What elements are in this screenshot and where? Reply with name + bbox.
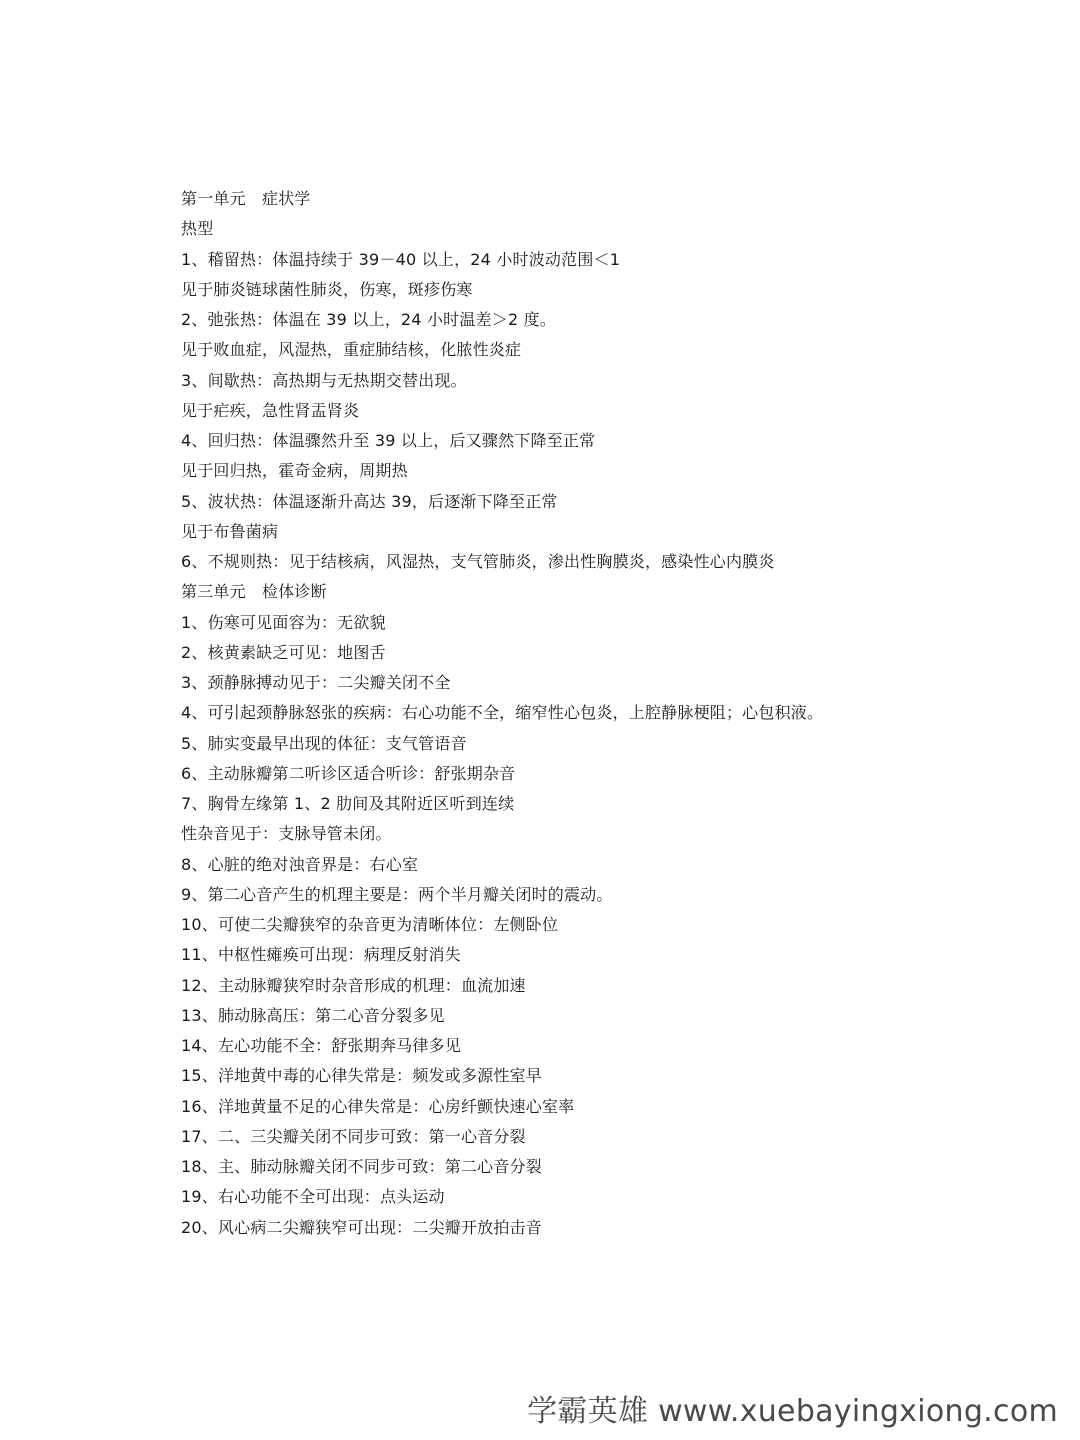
text-line: 11、中枢性瘫痪可出现：病理反射消失 (181, 945, 461, 965)
section-heading: 第三单元 检体诊断 (181, 582, 327, 602)
text-line: 2、弛张热：体温在 39 以上，24 小时温差＞2 度。 (181, 310, 557, 329)
subsection-heading: 热型 (181, 219, 214, 239)
section-heading: 第一单元 症状学 (181, 189, 311, 208)
text-line: 13、肺动脉高压：第二心音分裂多见 (181, 1005, 445, 1025)
text-line: 1、伤寒可见面容为：无欲貌 (181, 612, 386, 632)
text-line: 7、胸骨左缘第 1、2 肋间及其附近区听到连续 (181, 794, 515, 813)
text-line: 见于肺炎链球菌性肺炎，伤寒，斑疹伤寒 (181, 279, 473, 299)
text-line: 10、可使二尖瓣狭窄的杂音更为清晰体位：左侧卧位 (181, 915, 559, 934)
text-line: 12、主动脉瓣狭窄时杂音形成的机理：血流加速 (181, 975, 526, 995)
text-line: 2、核黄素缺乏可见：地图舌 (181, 642, 386, 662)
text-line: 16、洋地黄量不足的心律失常是：心房纤颤快速心室率 (181, 1096, 575, 1116)
text-line: 8、心脏的绝对浊音界是：右心室 (181, 854, 419, 874)
text-line: 1、稽留热：体温持续于 39－40 以上，24 小时波动范围＜1 (181, 249, 621, 269)
text-line: 见于回归热，霍奇金病，周期热 (181, 461, 408, 481)
text-line: 3、间歇热：高热期与无热期交替出现。 (181, 370, 467, 390)
text-line: 5、波状热：体温逐渐升高达 39，后逐渐下降至正常 (181, 491, 558, 511)
text-line: 17、二、三尖瓣关闭不同步可致：第一心音分裂 (181, 1126, 526, 1146)
text-line: 见于布鲁菌病 (181, 521, 279, 541)
text-line: 9、第二心音产生的机理主要是：两个半月瓣关闭时的震动。 (181, 884, 613, 904)
text-line: 性杂音见于：支脉导管未闭。 (181, 824, 392, 844)
text-line: 3、颈静脉搏动见于：二尖瓣关闭不全 (181, 673, 451, 692)
text-line: 15、洋地黄中毒的心律失常是：频发或多源性室早 (181, 1066, 542, 1086)
text-line: 18、主、肺动脉瓣关闭不同步可致：第二心音分裂 (181, 1157, 542, 1176)
text-line: 19、右心功能不全可出现：点头运动 (181, 1187, 445, 1207)
text-line: 见于疟疾，急性肾盂肾炎 (181, 400, 360, 420)
text-line: 4、可引起颈静脉怒张的疾病：右心功能不全，缩窄性心包炎，上腔静脉梗阻；心包积液。 (181, 703, 824, 723)
text-line: 14、左心功能不全：舒张期奔马律多见 (181, 1036, 461, 1055)
text-line: 见于败血症，风湿热，重症肺结核，化脓性炎症 (181, 340, 522, 360)
text-line: 4、回归热：体温骤然升至 39 以上，后又骤然下降至正常 (181, 431, 596, 450)
document-body (181, 184, 1041, 1243)
watermark: 学霸英雄 www.xuebayingxiong.com (527, 1394, 1058, 1429)
text-line: 5、肺实变最早出现的体征：支气管语音 (181, 733, 467, 753)
text-line: 6、主动脉瓣第二听诊区适合听诊：舒张期杂音 (181, 763, 516, 783)
text-line: 6、不规则热：见于结核病，风湿热，支气管肺炎，渗出性胸膜炎，感染性心内膜炎 (181, 552, 775, 571)
text-line: 20、风心病二尖瓣狭窄可出现：二尖瓣开放拍击音 (181, 1217, 542, 1237)
